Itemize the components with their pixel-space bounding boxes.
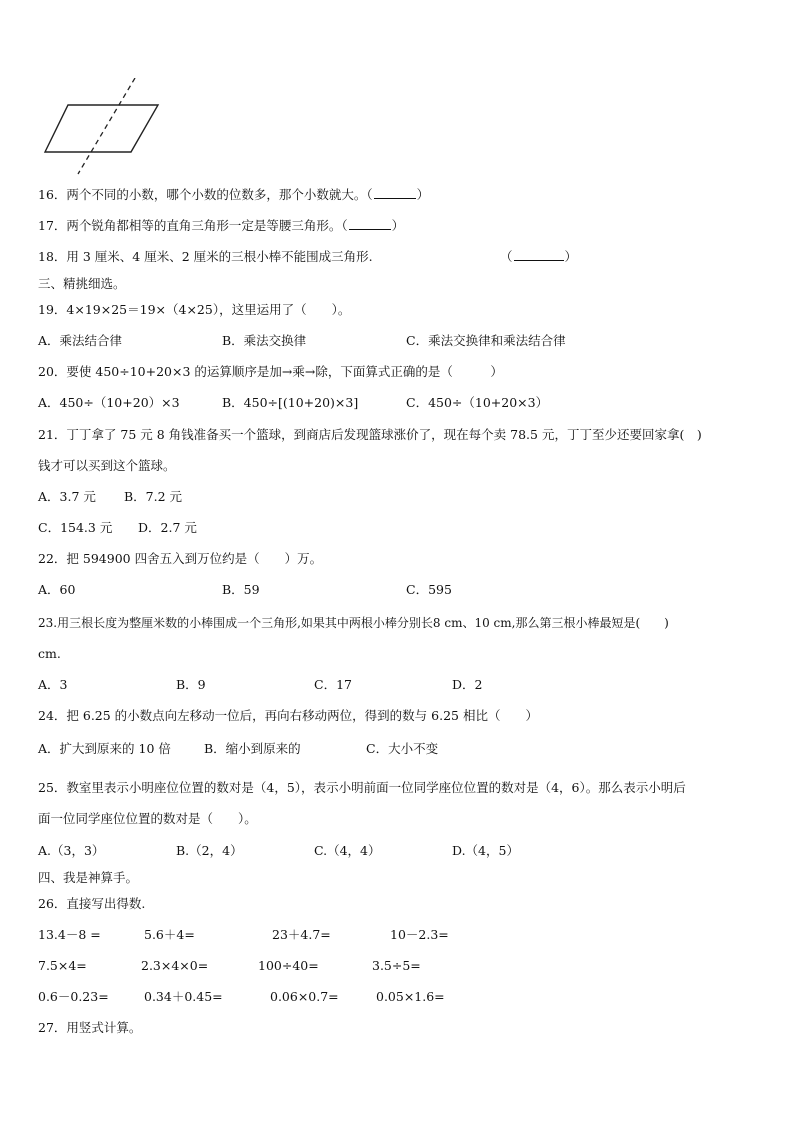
calc-item: 7.5×4= <box>38 958 87 973</box>
option-a[interactable]: A．450÷（10+20）×3 <box>38 395 180 410</box>
option-c[interactable]: C．595 <box>406 582 452 597</box>
option-a[interactable]: A．3 <box>38 677 68 692</box>
question-17: 17．两个锐角都相等的直角三角形一定是等腰三角形。（ ） <box>38 218 405 233</box>
question-19-text: 19．4×19×25＝19×（4×25），这里运用了（ ）。 <box>38 302 351 317</box>
option-b[interactable]: B．59 <box>222 582 260 597</box>
question-23-line1: 23.用三根长度为整厘米数的小棒围成一个三角形,如果其中两根小棒分别长8 cm、10 cm,那么第三根小棒最短是( ) <box>38 616 669 630</box>
option-c[interactable]: C．大小不变 <box>366 741 439 756</box>
calc-item: 0.06×0.7= <box>270 989 339 1004</box>
question-25-line1: 25．教室里表示小明座位位置的数对是（4，5），表示小明前面一位同学座位位置的数对是（4，6）。那么表示小明后 <box>38 780 686 795</box>
option-b[interactable]: B.（2，4） <box>176 843 243 858</box>
calc-item: 3.5÷5= <box>372 958 421 973</box>
section-3-heading: 三、精挑细选。 <box>38 276 126 291</box>
option-c[interactable]: C.（4，4） <box>314 843 381 858</box>
calc-item: 0.6－0.23= <box>38 989 109 1004</box>
question-22-text: 22．把 594900 四舍五入到万位约是（ ）万。 <box>38 551 323 566</box>
calc-item: 100÷40= <box>258 958 319 973</box>
question-16-text: 16．两个不同的小数，哪个小数的位数多，那个小数就大。（ <box>38 187 373 202</box>
answer-blank[interactable] <box>349 217 391 230</box>
question-16: 16．两个不同的小数，哪个小数的位数多，那个小数就大。（ ） <box>38 187 430 202</box>
option-a[interactable]: A．60 <box>38 582 76 597</box>
question-18-answer: （ ） <box>500 249 578 264</box>
dashed-line-icon <box>78 78 135 174</box>
question-27-text: 27．用竖式计算。 <box>38 1020 142 1035</box>
parallelogram-icon <box>45 105 158 152</box>
calc-item: 10－2.3= <box>390 927 449 942</box>
calc-item: 23＋4.7= <box>272 927 331 942</box>
section-4-heading: 四、我是神算手。 <box>38 870 139 885</box>
question-20-text: 20．要使 450÷10+20×3 的运算顺序是加→乘→除，下面算式正确的是（ ） <box>38 364 503 379</box>
calc-item: 0.05×1.6= <box>376 989 445 1004</box>
question-18-text: 18．用 3 厘米、4 厘米、2 厘米的三根小棒不能围成三角形. <box>38 249 373 264</box>
option-d[interactable]: D.（4，5） <box>452 843 519 858</box>
answer-blank[interactable] <box>514 248 564 261</box>
option-b[interactable]: B．9 <box>176 677 206 692</box>
parallelogram-figure <box>38 78 168 178</box>
question-26-text: 26．直接写出得数. <box>38 896 146 911</box>
question-17-text: 17．两个锐角都相等的直角三角形一定是等腰三角形。（ <box>38 218 348 233</box>
question-23-line2: cm. <box>38 646 61 661</box>
question-18 <box>38 248 373 266</box>
option-a[interactable]: A．扩大到原来的 10 倍 <box>38 741 171 756</box>
option-d[interactable]: D．2 <box>452 677 483 692</box>
option-a[interactable]: A.（3，3） <box>38 843 105 858</box>
option-a[interactable]: A．3.7 元 <box>38 489 96 504</box>
answer-blank[interactable] <box>374 186 416 199</box>
question-21-line1: 21．丁丁拿了 75 元 8 角钱准备买一个篮球，到商店后发现篮球涨价了，现在每个卖 78.5 元，丁丁至少还要回家拿( ) <box>38 427 702 442</box>
calc-item: 5.6＋4= <box>144 927 195 942</box>
calc-item: 0.34＋0.45= <box>144 989 223 1004</box>
option-c[interactable]: C．乘法交换律和乘法结合律 <box>406 333 566 348</box>
option-a[interactable]: A．乘法结合律 <box>38 333 123 348</box>
option-b[interactable]: B．缩小到原来的 <box>204 741 301 756</box>
option-b[interactable]: B．乘法交换律 <box>222 333 307 348</box>
option-b[interactable]: B．7.2 元 <box>124 489 183 504</box>
question-21-line2: 钱才可以买到这个篮球。 <box>38 458 176 473</box>
option-b[interactable]: B．450÷[(10+20)×3] <box>222 395 359 410</box>
option-d[interactable]: D．2.7 元 <box>138 520 197 535</box>
option-c[interactable]: C．154.3 元 <box>38 520 113 535</box>
question-25-line2: 面一位同学座位位置的数对是（ ）。 <box>38 811 257 826</box>
option-c[interactable]: C．17 <box>314 677 352 692</box>
calc-item: 2.3×4×0= <box>141 958 209 973</box>
question-24-text: 24．把 6.25 的小数点向左移动一位后，再向右移动两位，得到的数与 6.25 相比（ ） <box>38 708 538 723</box>
calc-item: 13.4－8 = <box>38 927 101 942</box>
option-c[interactable]: C．450÷（10+20×3） <box>406 395 549 410</box>
